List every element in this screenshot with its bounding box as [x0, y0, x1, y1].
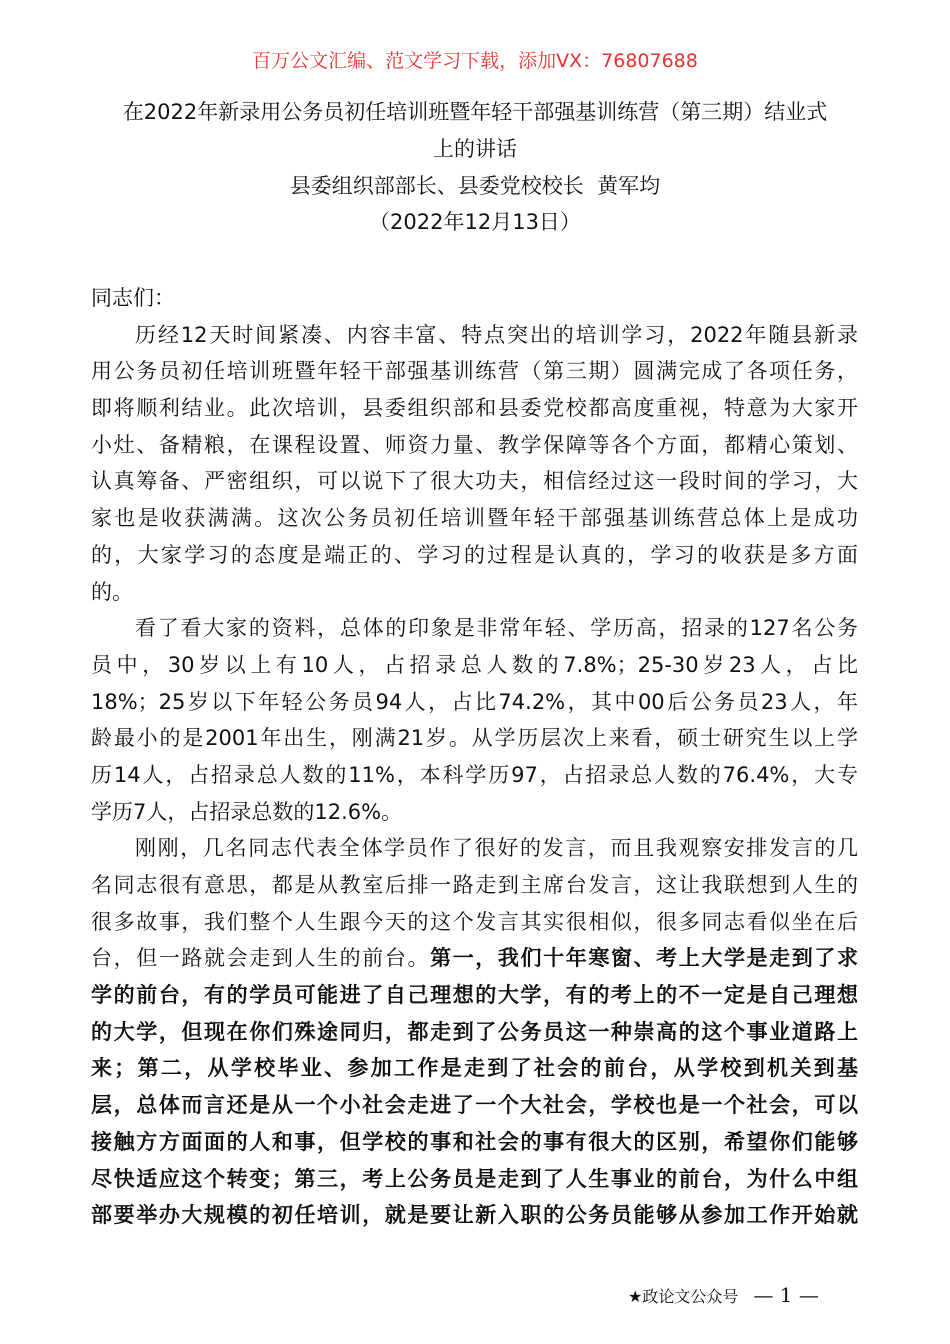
paragraph [91, 280, 858, 317]
text-line [91, 1087, 858, 1124]
text-line [91, 1197, 858, 1234]
page-footer [628, 1283, 819, 1307]
page-number: — 1 — [753, 1283, 819, 1307]
footer-source: ★政论文公众号 [628, 1287, 739, 1306]
text-line [91, 977, 858, 1014]
text-line: 小灶、备精粮，在课程设置、师资力量、教学保障等各个方面，都精心策划、 [91, 432, 858, 457]
bold-text-segment: 的大学，但现在你们殊途同归，都走到了公务员这一种崇高的这个事业道路上 [91, 1019, 858, 1044]
bold-text-segment: 尽快适应这个转变；第三，考上公务员是走到了人生事业的前台，为什么中组 [91, 1166, 858, 1191]
text-line: 看了看大家的资料，总体的印象是非常年轻、学历高，招录的127名公务 [135, 616, 858, 641]
text-line: 用公务员初任培训班暨年轻干部强基训练营（第三期）圆满完成了各项任务， [91, 359, 858, 384]
text-line: 同志们： [91, 286, 175, 310]
bold-text-segment: 学的前台，有的学员可能进了自己理想的大学，有的考上的不一定是自己理想 [91, 983, 858, 1008]
paragraph [91, 830, 858, 1234]
text-line: 龄最小的是2001年出生，刚满21岁。从学历层次上来看，硕士研究生以上学 [91, 726, 858, 751]
document-title-line2: 上的讲话 [433, 137, 517, 161]
watermark-banner: 百万公文汇编、范文学习下载，添加VX：76807688 [252, 50, 698, 72]
paragraph [91, 317, 858, 611]
text-line: 认真筹备、严密组织，可以说下了很大功夫，相信经过这一段时间的学习，大 [91, 469, 858, 494]
bold-text-segment: 接触方方面面的人和事，但学校的事和社会的事有很大的区别，希望你们能够 [91, 1129, 858, 1154]
text-line: 很多故事，我们整个人生跟今天的这个发言其实很相似，很多同志看似坐在后 [91, 909, 858, 934]
bold-text-segment: 来；第二，从学校毕业、参加工作是走到了社会的前台，从学校到机关到基 [91, 1056, 858, 1081]
text-line: 名同志很有意思，都是从教室后排一路走到主席台发言，这让我联想到人生的 [91, 873, 858, 897]
speaker-line: 县委组织部部长、县委党校校长 黄军均 [289, 174, 661, 198]
bold-text-segment: 部要举办大规模的初任培训，就是要让新入职的公务员能够从参加工作开始就 [91, 1203, 858, 1228]
text-line: 18%；25岁以下年轻公务员94人，占比74.2%，其中00后公务员23人，年 [91, 689, 858, 714]
text-line [91, 1161, 858, 1198]
speech-date: （2022年12月13日） [369, 210, 581, 234]
text-line: 历经12天时间紧凑、内容丰富、特点突出的培训学习，2022年随县新录 [135, 322, 858, 347]
text-line: 即将顺利结业。此次培训，县委组织部和县委党校都高度重视，特意为大家开 [91, 396, 858, 421]
text-line: 刚刚，几名同志代表全体学员作了很好的发言，而且我观察安排发言的几 [135, 836, 858, 861]
text-line: 家也是收获满满。这次公务员初任培训暨年轻干部强基训练营总体上是成功 [91, 506, 858, 531]
document-title-line1: 在2022年新录用公务员初任培训班暨年轻干部强基训练营（第三期）结业式 [122, 100, 828, 124]
text-line [91, 1014, 858, 1051]
text-line: 员中，30岁以上有10人，占招录总人数的7.8%；25-30岁23人，占比 [91, 652, 858, 677]
text-line: 学历7人，占招录总数的12.6%。 [91, 799, 403, 824]
document-body [91, 280, 858, 1234]
bold-text-segment: 层，总体而言还是从一个小社会走进了一个大社会，学校也是一个社会，可以 [91, 1093, 858, 1118]
bold-text-segment: 第一，我们十年寒窗、考上大学是走到了求 [430, 946, 859, 971]
text-line [91, 940, 858, 977]
text-line [91, 1050, 858, 1087]
text-line [91, 1124, 858, 1161]
text-line: 的。 [91, 579, 133, 604]
text-segment: 台，但一路就会走到人生的前台。 [91, 946, 431, 971]
paragraph [91, 610, 858, 830]
text-line: 的，大家学习的态度是端正的、学习的过程是认真的，学习的收获是多方面 [91, 542, 858, 567]
text-line: 历14人，占招录总人数的11%，本科学历97，占招录总人数的76.4%，大专 [91, 762, 858, 787]
